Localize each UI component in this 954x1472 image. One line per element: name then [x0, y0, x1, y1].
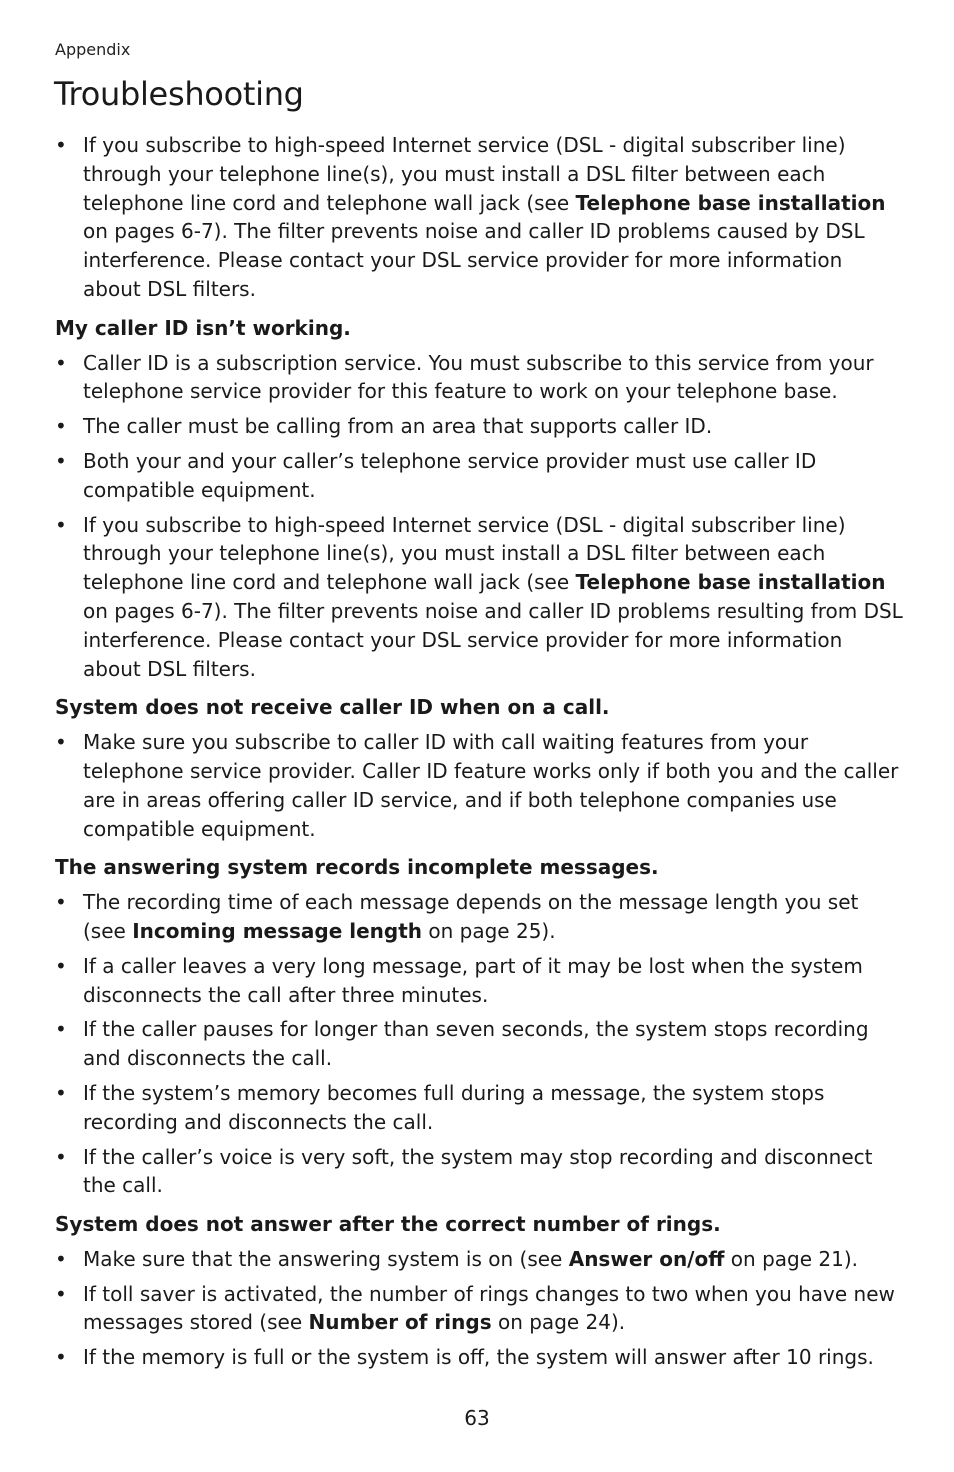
list-item: • Caller ID is a subscription service. You must subscribe to this service from your telephone service provider for this feature to work on your telephone base.: [55, 349, 903, 407]
list-item: • If a caller leaves a very long message, part of it may be lost when the system disconnects the call after three minutes.: [55, 952, 903, 1010]
list-item: • If you subscribe to high-speed Internet service (DSL - digital subscriber line) through your telephone line(s), you must install a DSL filter between each telephone line cord and telephone wall jack (see Telephone base installation on pages 6-7). The filter prevents noise and caller ID problems caused by DSL interference. Please contact your DSL service provider for more information about DSL filters.: [55, 131, 903, 304]
list-item: • If toll saver is activated, the number of rings changes to two when you have new messages stored (see Number of rings on page 24).: [55, 1280, 903, 1338]
section-heading: System does not answer after the correct number of rings.: [55, 1212, 721, 1237]
page-title: Troubleshooting: [54, 75, 304, 113]
list-item: • Both your and your caller’s telephone service provider must use caller ID compatible equipment.: [55, 447, 903, 505]
intro-list: [55, 131, 903, 304]
bullet-list: [55, 1245, 903, 1372]
section-label: Appendix: [55, 40, 131, 59]
section-heading: The answering system records incomplete messages.: [55, 855, 659, 880]
list-item: • If you subscribe to high-speed Internet service (DSL - digital subscriber line) through your telephone line(s), you must install a DSL filter between each telephone line cord and telephone wall jack (see Telephone base installation on pages 6-7). The filter prevents noise and caller ID problems resulting from DSL interference. Please contact your DSL service provider for more information about DSL filters.: [55, 511, 903, 684]
list-item: • Make sure that the answering system is on (see Answer on/off on page 21).: [55, 1245, 903, 1274]
list-item: • If the system’s memory becomes full during a message, the system stops recording and disconnects the call.: [55, 1079, 903, 1137]
section-heading: System does not receive caller ID when on a call.: [55, 695, 610, 720]
bullet-list: [55, 888, 903, 1200]
list-item: • If the memory is full or the system is off, the system will answer after 10 rings.: [55, 1343, 903, 1372]
list-item: • The recording time of each message depends on the message length you set (see Incoming message length on page 25).: [55, 888, 903, 946]
bullet-list: [55, 349, 903, 684]
list-item: • Make sure you subscribe to caller ID with call waiting features from your telephone service provider. Caller ID feature works only if both you and the caller are in areas offering caller ID service, and if both telephone companies use compatible equipment.: [55, 728, 903, 843]
page-content: [55, 131, 903, 1382]
bullet-list: [55, 728, 903, 843]
list-item: • The caller must be calling from an area that supports caller ID.: [55, 412, 903, 441]
list-item: • If the caller’s voice is very soft, the system may stop recording and disconnect the call.: [55, 1143, 903, 1201]
section-heading: My caller ID isn’t working.: [55, 315, 351, 340]
page-number: 63: [464, 1406, 490, 1430]
list-item: • If the caller pauses for longer than seven seconds, the system stops recording and disconnects the call.: [55, 1015, 903, 1073]
